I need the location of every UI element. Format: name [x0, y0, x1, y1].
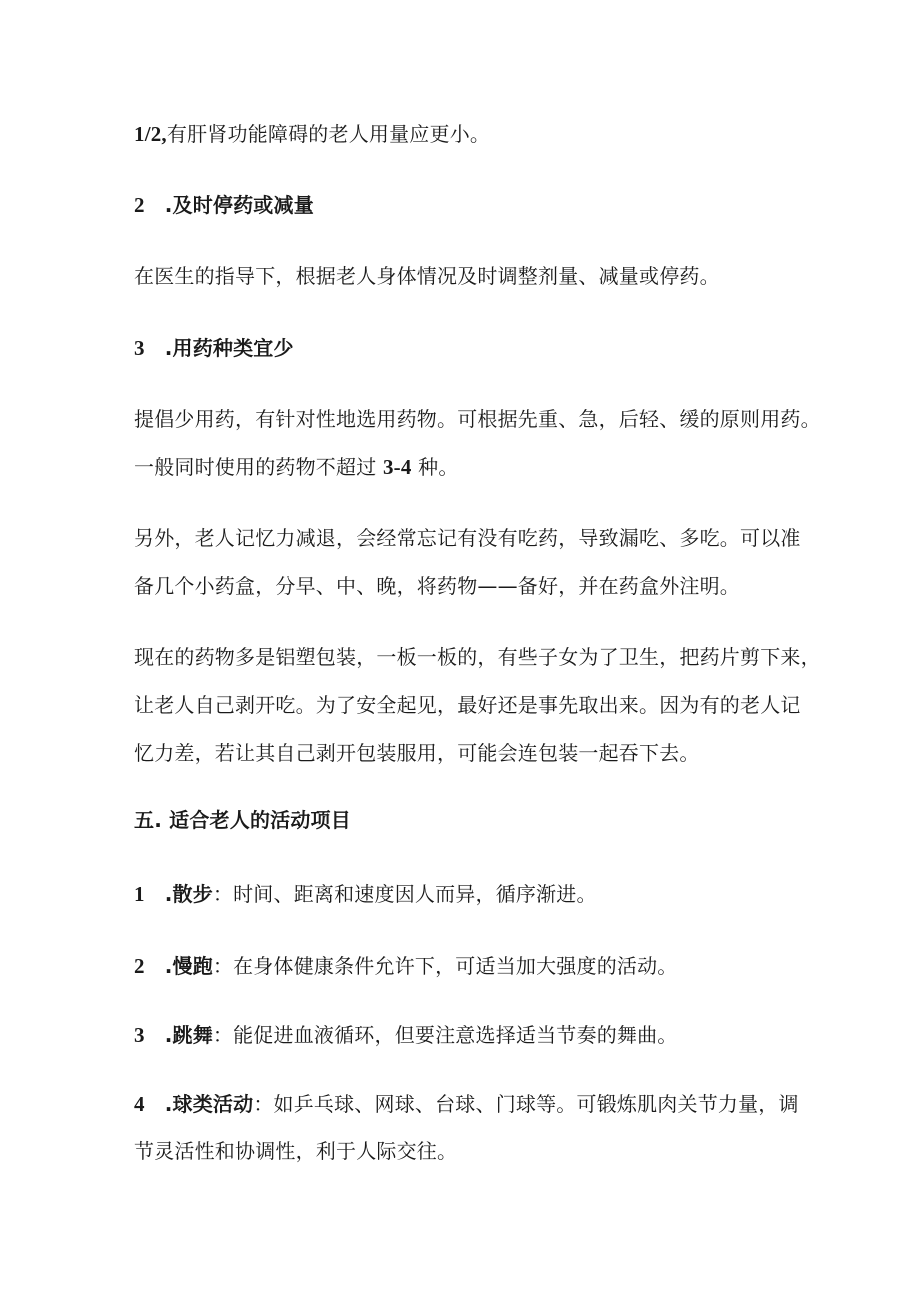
- paragraph-dosage-line: [134, 120, 490, 148]
- paragraph-line: [134, 1137, 457, 1165]
- section-heading-5: [134, 806, 351, 834]
- paragraph-text: 种。: [411, 455, 459, 479]
- section-title: .用药种类宜少: [164, 336, 294, 360]
- paragraph-line: [134, 643, 821, 671]
- section-title: 五. 适合老人的活动项目: [134, 808, 351, 832]
- paragraph-line: [134, 262, 720, 290]
- item-number: 4: [134, 1092, 145, 1116]
- paragraph-text: 另外，老人记忆力减退，会经常忘记有没有吃药，导致漏吃、多吃。可以准: [134, 526, 801, 550]
- paragraph-line: [134, 405, 821, 433]
- item-number: 1: [134, 882, 145, 906]
- paragraph-line: [134, 739, 700, 767]
- item-label: .跳舞: [164, 1023, 213, 1047]
- paragraph-text: 一般同时使用的药物不超过: [134, 455, 383, 479]
- item-label: .球类活动: [164, 1092, 254, 1116]
- paragraph-line: [134, 691, 801, 719]
- item-text: ：如乒乓球、网球、台球、门球等。可锻炼肌肉关节力量，调: [253, 1092, 799, 1116]
- list-item: [134, 1090, 799, 1118]
- paragraph-text: 备几个小药盒，分早、中、晚，将药物——备好，并在药盒外注明。: [134, 574, 740, 598]
- item-text: ：能促进血液循环，但要注意选择适当节奏的舞曲。: [212, 1023, 678, 1047]
- paragraph-text: 在医生的指导下，根据老人身体情况及时调整剂量、减量或停药。: [134, 264, 720, 288]
- section-title: .及时停药或减量: [164, 193, 314, 217]
- inline-number: 3-4: [382, 455, 412, 479]
- paragraph-line: [134, 524, 801, 552]
- list-item: [134, 952, 678, 980]
- paragraph-text: 让老人自己剥开吃。为了安全起见，最好还是事先取出来。因为有的老人记: [134, 693, 801, 717]
- paragraph-line: [134, 572, 740, 600]
- item-number: 2: [134, 954, 145, 978]
- paragraph-text: 提倡少用药，有针对性地选用药物。可根据先重、急，后轻、缓的原则用药。: [134, 407, 821, 431]
- item-label: .慢跑: [164, 954, 213, 978]
- section-number: 3: [134, 336, 145, 360]
- list-item: [134, 880, 597, 908]
- paragraph-line: [134, 453, 459, 481]
- item-text: ：时间、距离和速度因人而异，循序渐进。: [212, 882, 597, 906]
- list-item: [134, 1021, 678, 1049]
- section-heading-2: [134, 191, 314, 219]
- item-label: .散步: [164, 882, 213, 906]
- paragraph-text: 有肝肾功能障碍的老人用量应更小。: [166, 122, 491, 146]
- item-text: ：在身体健康条件允许下，可适当加大强度的活动。: [212, 954, 678, 978]
- section-heading-3: [134, 334, 294, 362]
- paragraph-text: 忆力差，若让其自己剥开包装服用，可能会连包装一起吞下去。: [134, 741, 700, 765]
- paragraph-text: 节灵活性和协调性，利于人际交往。: [134, 1139, 458, 1163]
- fraction-prefix: 1/2,: [134, 122, 167, 146]
- paragraph-text: 现在的药物多是铝塑包装，一板一板的，有些子女为了卫生，把药片剪下来，: [134, 645, 821, 669]
- section-number: 2: [134, 193, 145, 217]
- item-number: 3: [134, 1023, 145, 1047]
